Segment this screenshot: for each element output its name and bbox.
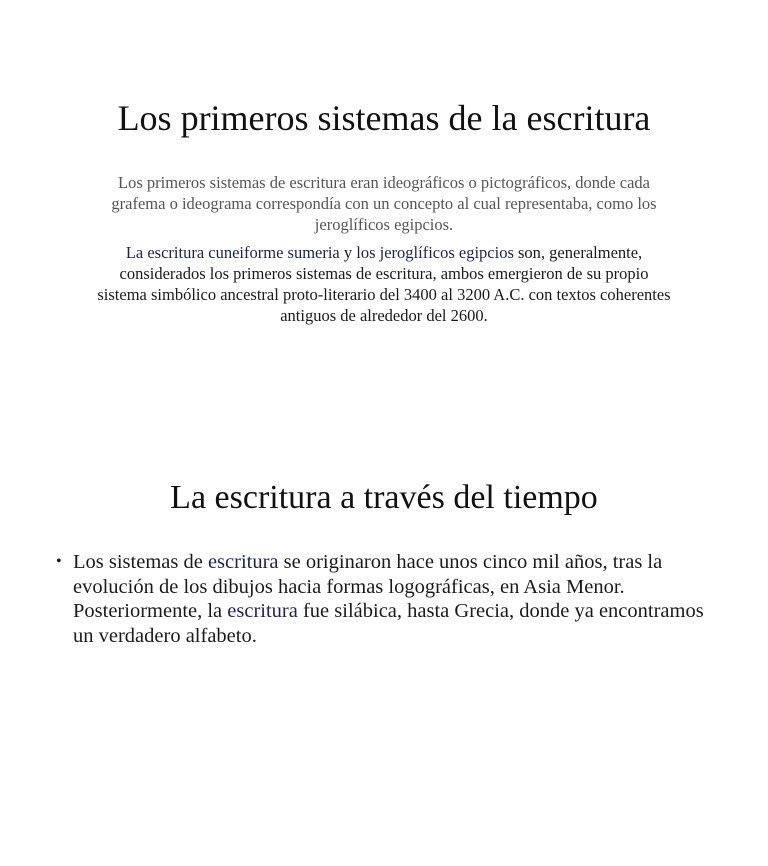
bullet-icon: •: [56, 553, 62, 570]
body-paragraph: [94, 242, 674, 326]
bullet-list: [56, 550, 716, 648]
list-item: [56, 550, 716, 648]
body-connector: y: [339, 243, 357, 262]
link-escritura-2[interactable]: escritura: [227, 600, 298, 622]
bullet-text-part-1: Los sistemas de: [73, 551, 208, 573]
body-text: son, generalmente, considerados los primeros sistemas de escritura, ambos emergieron de su propio sistema simbólico ancestral proto-literario del 3400 al 3200 A.C. con textos coherentes antiguos de alrededor del 2600.: [97, 243, 671, 325]
bullet-text-part-3: fue silábica, hasta Grecia, donde ya encontramos un verdadero alfabeto.: [73, 600, 704, 647]
slide-title: La escritura a través del tiempo: [170, 479, 598, 516]
bullet-text-part-2: se originaron hace unos cinco mil años, tras la evolución de los dibujos hacia formas logográficas, en Asia Menor. Posteriormente, la: [73, 551, 663, 622]
intro-paragraph: Los primeros sistemas de escritura eran ideográficos o pictográficos, donde cada grafema o ideograma correspondía con un concepto al cual representaba, como los jeroglíficos egipcios.: [111, 173, 657, 234]
slide-2: [0, 433, 768, 866]
link-escritura-1[interactable]: escritura: [207, 551, 279, 573]
link-cuneiform-sumerian[interactable]: La escritura cuneiforme sumeria: [125, 243, 340, 262]
link-egyptian-hieroglyphs[interactable]: los jeroglíficos egipcios: [356, 243, 514, 262]
slide-title: Los primeros sistemas de la escritura: [117, 98, 651, 138]
